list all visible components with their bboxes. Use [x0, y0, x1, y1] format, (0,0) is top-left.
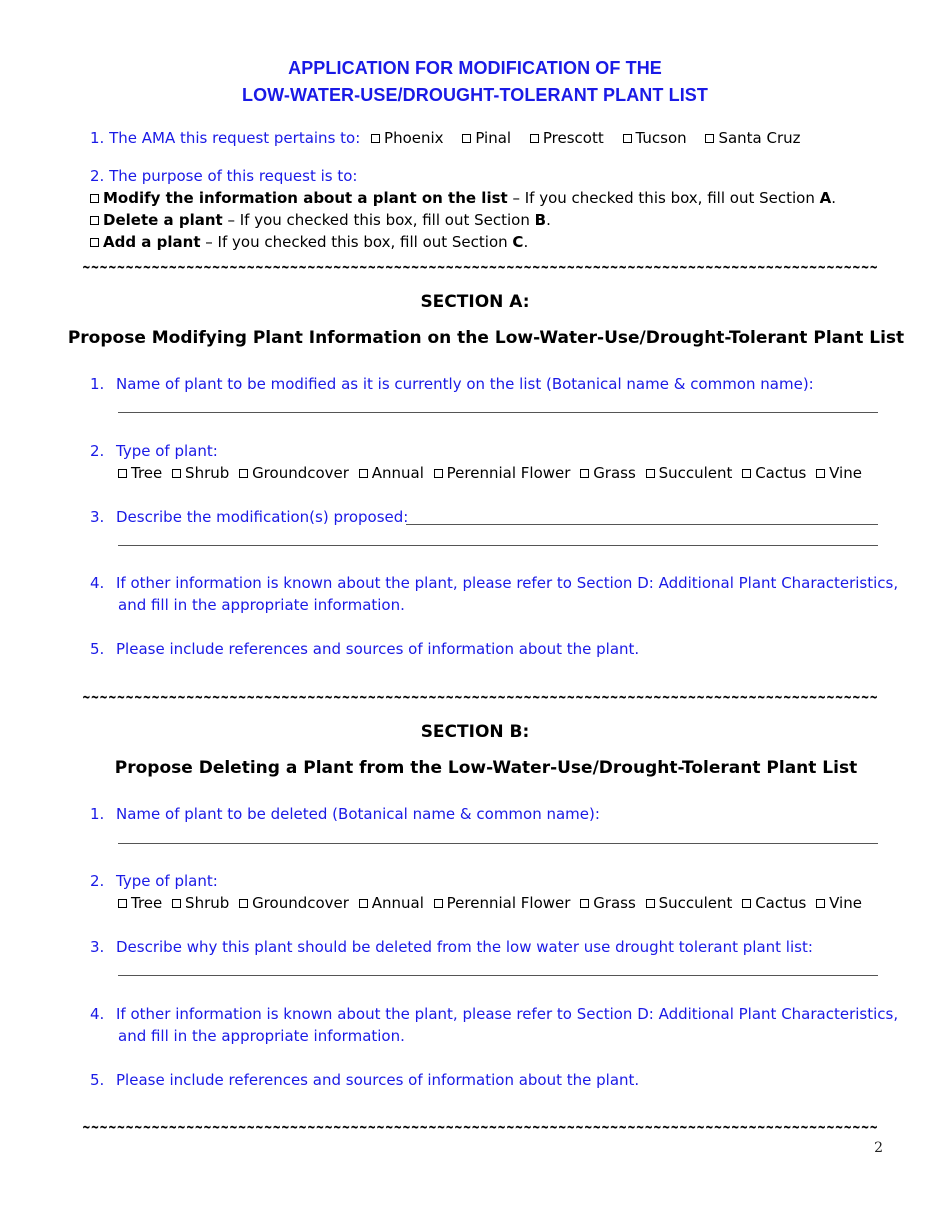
tilde-divider: [82, 692, 878, 704]
ama-option-phoenix[interactable]: Phoenix: [371, 129, 444, 147]
plant-type-groundcover[interactable]: Groundcover: [239, 894, 349, 912]
section-b-q1-answer-line[interactable]: [118, 843, 878, 844]
plant-type-grass[interactable]: Grass: [580, 894, 636, 912]
checkbox[interactable]: [359, 469, 368, 478]
checkbox[interactable]: [172, 469, 181, 478]
checkbox[interactable]: [646, 469, 655, 478]
ama-option-santa-cruz[interactable]: Santa Cruz: [705, 129, 800, 147]
ama-option-pinal[interactable]: Pinal: [462, 129, 511, 147]
section-b-q4-cont: and fill in the appropriate information.: [118, 1027, 405, 1045]
plant-type-tree[interactable]: Tree: [118, 464, 162, 482]
section-a-q3: 3. Describe the modification(s) proposed:: [90, 508, 409, 526]
section-a-q4-cont: and fill in the appropriate information.: [118, 596, 405, 614]
checkbox[interactable]: [172, 899, 181, 908]
section-b-subheading: Propose Deleting a Plant from the Low-Water-Use/Drought-Tolerant Plant List: [114, 758, 858, 778]
section-a-subheading: Propose Modifying Plant Information on the Low-Water-Use/Drought-Tolerant Plant List: [67, 328, 905, 348]
section-b-heading: SECTION B:: [420, 722, 530, 742]
form-title-line-1: APPLICATION FOR MODIFICATION OF THE: [288, 58, 662, 78]
checkbox[interactable]: [462, 134, 471, 143]
form-title-line-2: LOW-WATER-USE/DROUGHT-TOLERANT PLANT LIST: [241, 85, 709, 105]
checkbox[interactable]: [705, 134, 714, 143]
section-b-plant-types: [118, 894, 867, 912]
checkbox[interactable]: [742, 469, 751, 478]
checkbox[interactable]: [580, 899, 589, 908]
ama-label: 1. The AMA this request pertains to:: [90, 129, 361, 147]
section-a-q3-answer-line-2[interactable]: [118, 545, 878, 546]
purpose-option-modify[interactable]: Modify the information about a plant on the list – If you checked this box, fill out Section A.: [90, 189, 836, 207]
checkbox[interactable]: [623, 134, 632, 143]
plant-type-annual[interactable]: Annual: [359, 464, 424, 482]
checkbox[interactable]: [530, 134, 539, 143]
section-a-q4: 4. If other information is known about the plant, please refer to Section D: Additional Plant Characteristics,: [90, 574, 899, 592]
svg-text:~~~~~~~~~~~~~~~~~~~~~~~~~~~~~~: ~~~~~~~~~~~~~~~~~~~~~~~~~~~~~~~~~~~~~~~~~~~~~~~~~~~~~~~~~~~~~~~~~~~~~~~~~~~~~~~~~~~~~~~~~~~~: [82, 1122, 878, 1134]
plant-type-shrub[interactable]: Shrub: [172, 464, 229, 482]
section-b-q1: 1. Name of plant to be deleted (Botanical name & common name):: [90, 805, 600, 823]
checkbox[interactable]: [359, 899, 368, 908]
checkbox[interactable]: [239, 469, 248, 478]
section-a-q1: 1. Name of plant to be modified as it is currently on the list (Botanical name & common name):: [90, 375, 814, 393]
checkbox[interactable]: [580, 469, 589, 478]
tilde-divider: [82, 262, 878, 274]
checkbox[interactable]: [90, 216, 99, 225]
plant-type-groundcover[interactable]: Groundcover: [239, 464, 349, 482]
checkbox[interactable]: [90, 194, 99, 203]
section-a-q3-answer-line-1[interactable]: [406, 524, 878, 525]
page-number: 2: [874, 1140, 883, 1156]
plant-type-cactus[interactable]: Cactus: [742, 464, 806, 482]
plant-type-annual[interactable]: Annual: [359, 894, 424, 912]
plant-type-perennial-flower[interactable]: Perennial Flower: [434, 464, 571, 482]
section-b-q2: 2. Type of plant:: [90, 872, 218, 890]
checkbox[interactable]: [816, 469, 825, 478]
section-b-q4: 4. If other information is known about the plant, please refer to Section D: Additional Plant Characteristics,: [90, 1005, 899, 1023]
section-a-q5: 5. Please include references and sources of information about the plant.: [90, 640, 640, 658]
plant-type-shrub[interactable]: Shrub: [172, 894, 229, 912]
ama-option-tucson[interactable]: Tucson: [623, 129, 687, 147]
checkbox[interactable]: [118, 899, 127, 908]
plant-type-succulent[interactable]: Succulent: [646, 894, 733, 912]
plant-type-perennial-flower[interactable]: Perennial Flower: [434, 894, 571, 912]
checkbox[interactable]: [434, 899, 443, 908]
checkbox[interactable]: [239, 899, 248, 908]
checkbox[interactable]: [816, 899, 825, 908]
section-a-q2: 2. Type of plant:: [90, 442, 218, 460]
checkbox[interactable]: [742, 899, 751, 908]
section-b-q3-answer-line[interactable]: [118, 975, 878, 976]
tilde-divider: [82, 1122, 878, 1134]
checkbox[interactable]: [90, 238, 99, 247]
plant-type-grass[interactable]: Grass: [580, 464, 636, 482]
checkbox[interactable]: [371, 134, 380, 143]
section-a-plant-types: [118, 464, 867, 482]
section-a-heading: SECTION A:: [420, 292, 530, 312]
ama-question: [90, 129, 815, 147]
checkbox[interactable]: [646, 899, 655, 908]
section-b-q3: 3. Describe why this plant should be deleted from the low water use drought tolerant plant list:: [90, 938, 813, 956]
purpose-option-delete[interactable]: Delete a plant – If you checked this box, fill out Section B.: [90, 211, 551, 229]
plant-type-tree[interactable]: Tree: [118, 894, 162, 912]
checkbox[interactable]: [434, 469, 443, 478]
section-a-q1-answer-line[interactable]: [118, 412, 878, 413]
plant-type-vine[interactable]: Vine: [816, 894, 862, 912]
svg-text:~~~~~~~~~~~~~~~~~~~~~~~~~~~~~~: ~~~~~~~~~~~~~~~~~~~~~~~~~~~~~~~~~~~~~~~~~~~~~~~~~~~~~~~~~~~~~~~~~~~~~~~~~~~~~~~~~~~~~~~~~~~~: [82, 262, 878, 274]
plant-type-cactus[interactable]: Cactus: [742, 894, 806, 912]
section-b-q5: 5. Please include references and sources of information about the plant.: [90, 1071, 640, 1089]
purpose-label: 2. The purpose of this request is to:: [90, 167, 358, 185]
checkbox[interactable]: [118, 469, 127, 478]
ama-option-prescott[interactable]: Prescott: [530, 129, 604, 147]
svg-text:~~~~~~~~~~~~~~~~~~~~~~~~~~~~~~: ~~~~~~~~~~~~~~~~~~~~~~~~~~~~~~~~~~~~~~~~~~~~~~~~~~~~~~~~~~~~~~~~~~~~~~~~~~~~~~~~~~~~~~~~~~~~: [82, 692, 878, 704]
plant-type-vine[interactable]: Vine: [816, 464, 862, 482]
plant-type-succulent[interactable]: Succulent: [646, 464, 733, 482]
purpose-option-add[interactable]: Add a plant – If you checked this box, fill out Section C.: [90, 233, 528, 251]
